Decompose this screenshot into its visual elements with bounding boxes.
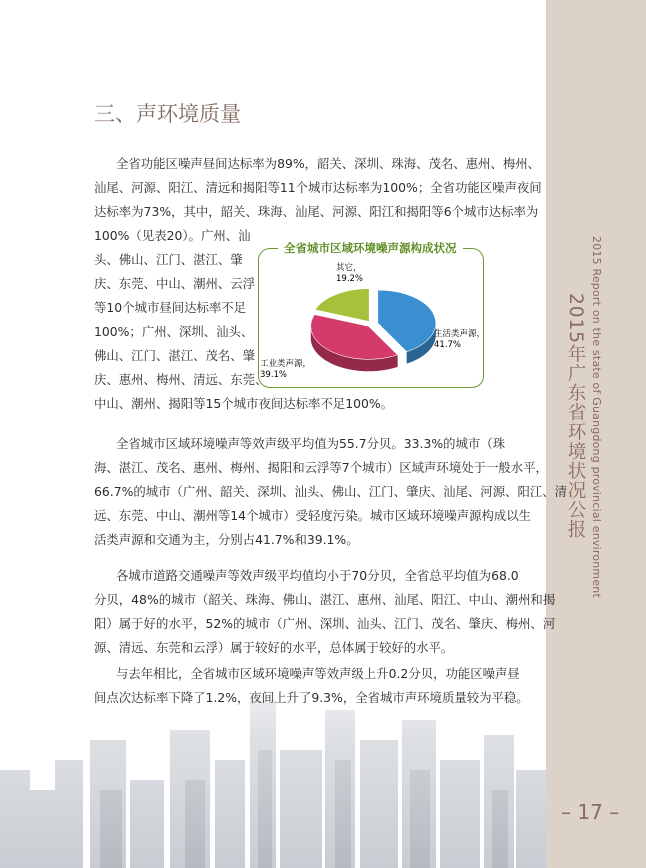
slice-value-label: 41.7% [434, 340, 462, 350]
text-line: 源、清远、东莞和云浮）属于较好的水平，总体属于较好的水平。 [94, 640, 454, 655]
page-number: – 17 – [561, 800, 620, 824]
text-line: 庆、东莞、中山、潮州、云浮 [94, 276, 256, 291]
text-line: 66.7%的城市（广州、韶关、深圳、汕头、佛山、江门、肇庆、汕尾、河源、阳江、清 [94, 484, 568, 499]
text-line: 庆、惠州、梅州、清远、东莞、 [94, 372, 268, 387]
slice-name-label: 工业类声源， [260, 359, 312, 369]
text-line: 中山、潮州、揭阳等15个城市夜间达标率不足100%。 [94, 396, 394, 411]
section-title: 三、声环境质量 [94, 102, 241, 126]
text-line: 达标率为73%，其中，韶关、珠海、汕尾、河源、阳江和揭阳等6个城市达标率为 [94, 204, 539, 219]
text-line: 等10个城市昼间达标率不足 [94, 300, 247, 315]
text-line: 全省功能区噪声昼间达标率为89%，韶关、深圳、珠海、茂名、惠州、梅州、 [116, 156, 541, 171]
text-line: 100%（见表20）。广州、汕 [94, 228, 251, 243]
paragraph-regional-noise [94, 432, 567, 552]
text-line: 分贝，48%的城市（韶关、珠海、佛山、湛江、惠州、汕尾、阳江、中山、潮州和揭 [94, 592, 556, 607]
text-line: 间点次达标率下降了1.2%，夜间上升了9.3%，全省城市声环境质量较为平稳。 [94, 690, 529, 705]
paragraph-comparison [94, 662, 529, 710]
paragraph-traffic-noise [94, 564, 555, 660]
slice-name-label: 生活类声源， [434, 329, 486, 339]
text-line: 头、佛山、江门、湛江、肇 [94, 252, 243, 267]
slice-value-label: 39.1% [260, 370, 288, 380]
text-line: 活类声源和交通为主，分别占41.7%和39.1%。 [94, 532, 359, 547]
text-line: 汕尾、河源、阳江、清远和揭阳等11个城市达标率为100%；全省功能区噪声夜间 [94, 180, 542, 195]
text-line: 海、湛江、茂名、惠州、梅州、揭阳和云浮等7个城市）区域声环境处于一般水平， [94, 460, 548, 475]
text-line: 佛山、江门、湛江、茂名、肇 [94, 348, 256, 363]
text-line: 远、东莞、中山、潮州等14个城市）受轻度污染。城市区域环境噪声源构成以生 [94, 508, 532, 523]
report-title-cn: 2015年广东省环境状况公报 [565, 293, 586, 540]
noise-source-chart [258, 240, 486, 390]
pie-chart [258, 240, 486, 390]
text-line: 与去年相比，全省城市区域环境噪声等效声级上升0.2分贝，功能区噪声昼 [116, 666, 520, 681]
text-line: 100%；广州、深圳、汕头、 [94, 324, 254, 339]
slice-value-label: 19.2% [336, 274, 364, 284]
text-line: 全省城市区域环境噪声等效声级平均值为55.7分贝。33.3%的城市（珠 [116, 436, 506, 451]
text-line: 阳）属于好的水平，52%的城市（广州、深圳、汕头、江门、茂名、肇庆、梅州、河 [94, 616, 556, 631]
slice-name-label: 其它， [336, 263, 362, 273]
report-title-en: 2015 Report on the state of Guangdong provincial environment [590, 236, 603, 598]
chart-title: 全省城市区域环境噪声源构成状况 [278, 240, 463, 256]
text-line: 各城市道路交通噪声等效声级平均值均小于70分贝，全省总平均值为68.0 [116, 568, 519, 583]
